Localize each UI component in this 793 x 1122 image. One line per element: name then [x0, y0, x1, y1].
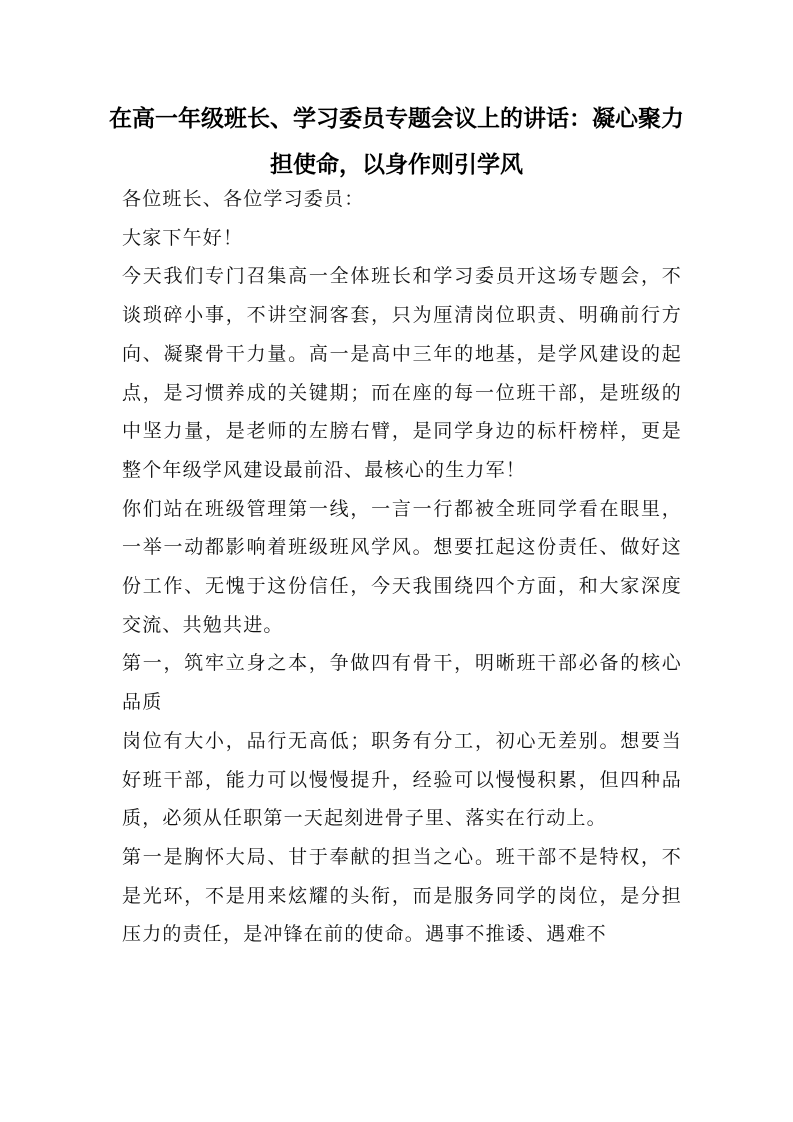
greeting: 大家下午好！: [122, 226, 244, 249]
salutation: 各位班长、各位学习委员：: [122, 188, 365, 210]
paragraph: 你们站在班级管理第一线，一言一行都被全班同学看在眼里，一举一动都影响着班级班风学风。想要扛起这份责任、做好这份工作、无愧于这份信任，今天我围绕四个方面，和大家深度交流、共勉共进。: [122, 497, 682, 636]
document-body: [122, 180, 682, 954]
paragraph: 今天我们专门召集高一全体班长和学习委员开这场专题会，不谈琐碎小事，不讲空洞客套，只为厘清岗位职责、明确前行方向、凝聚骨干力量。高一是高中三年的地基，是学风建设的起点，是习惯养成的关键期；而在座的每一位班干部，是班级的中坚力量，是老师的左膀右臂，是同学身边的标杆榜样，更是整个年级学风建设最前沿、最核心的生力军！: [122, 265, 682, 481]
paragraph: 第一是胸怀大局、甘于奉献的担当之心。班干部不是特权，不是光环，不是用来炫耀的头衔，而是服务同学的岗位，是分担压力的责任，是冲锋在前的使命。遇事不推诿、遇难不: [122, 845, 682, 946]
paragraph: 岗位有大小，品行无高低；职务有分工，初心无差别。想要当好班干部，能力可以慢慢提升，经验可以慢慢积累，但四种品质，必须从任职第一天起刻进骨子里、落实在行动上。: [122, 729, 682, 830]
document-title: 在高一年级班长、学习委员专题会议上的讲话：凝心聚力担使命，以身作则引学风: [109, 106, 684, 178]
section-heading: 第一，筑牢立身之本，争做四有骨干，明晰班干部必备的核心品质: [122, 652, 682, 714]
